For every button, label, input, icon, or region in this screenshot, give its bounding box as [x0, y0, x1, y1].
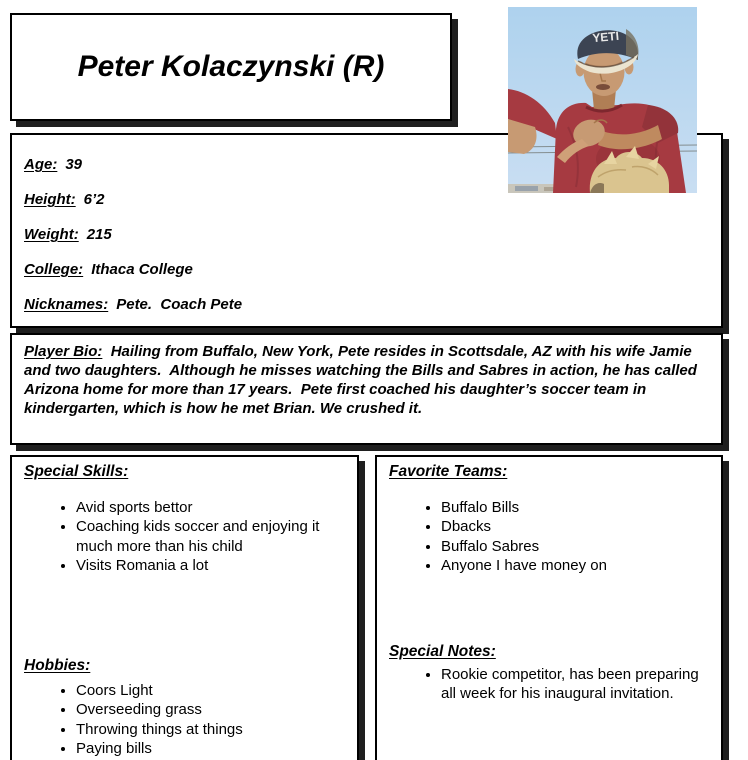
stat-nicknames-label: Nicknames:: [24, 296, 109, 313]
list-item: • Coaching kids soccer and enjoying it much more than his child: [76, 517, 347, 556]
stat-college-value: Ithaca College: [91, 261, 193, 278]
stat-nicknames: [24, 296, 709, 313]
list-item: • Rookie competitor, has been preparing all week for his inaugural invitation.: [441, 665, 711, 704]
special-notes-heading: Special Notes:: [389, 643, 496, 660]
list-item: • Paying bills: [76, 739, 347, 758]
list-item: • Overseeding grass: [76, 700, 347, 719]
stat-age-value: 39: [65, 156, 83, 173]
stat-weight-label: Weight:: [24, 226, 79, 243]
special-skills-list: [12, 498, 351, 575]
title-box: [10, 13, 452, 121]
stat-college: [24, 261, 709, 278]
player-bio-label: Player Bio:: [24, 343, 103, 360]
stat-nicknames-value: Pete. Coach Pete: [116, 296, 243, 313]
special-notes-list: [377, 665, 715, 704]
list-item: • Anyone I have money on: [441, 556, 711, 575]
hobbies-list: [12, 681, 351, 758]
player-bio-text: Hailing from Buffalo, New York, Pete resides in Scottsdale, AZ with his wife Jamie and two daughters. Although he misses watching the Bills and Sabres in action, he has called Arizona home for more than 17 years. Pete first coached his daughter’s soccer team in kindergarten, which is how he met Brian. We crushed it.: [24, 343, 701, 417]
hobbies-heading: Hobbies:: [24, 657, 91, 674]
skills-hobbies-box: [10, 455, 359, 760]
stat-weight: [24, 226, 709, 243]
stat-height-value: 6’2: [83, 191, 105, 208]
list-item: • Avid sports bettor: [76, 498, 347, 517]
stat-college-label: College:: [24, 261, 84, 278]
stat-weight-value: 215: [86, 226, 112, 243]
player-photo-graphic: [508, 7, 697, 193]
list-item: • Visits Romania a lot: [76, 556, 347, 575]
page-title: Peter Kolaczynski (R): [77, 50, 385, 83]
list-item: • Buffalo Bills: [441, 498, 711, 517]
player-bio-box: [10, 333, 723, 445]
stat-height-label: Height:: [24, 191, 76, 208]
special-skills-heading: Special Skills:: [24, 463, 129, 480]
teams-notes-box: [375, 455, 723, 760]
list-item: • Throwing things at things: [76, 720, 347, 739]
favorite-teams-heading: Favorite Teams:: [389, 463, 508, 480]
list-item: • Dbacks: [441, 517, 711, 536]
list-item: • Coors Light: [76, 681, 347, 700]
stat-height: [24, 191, 709, 208]
yeti-cap-text: YETI: [591, 28, 620, 46]
list-item: • Buffalo Sabres: [441, 537, 711, 556]
favorite-teams-list: [377, 498, 715, 575]
player-photo: [508, 7, 697, 193]
mouth: [596, 84, 610, 90]
stat-age-label: Age:: [24, 156, 58, 173]
